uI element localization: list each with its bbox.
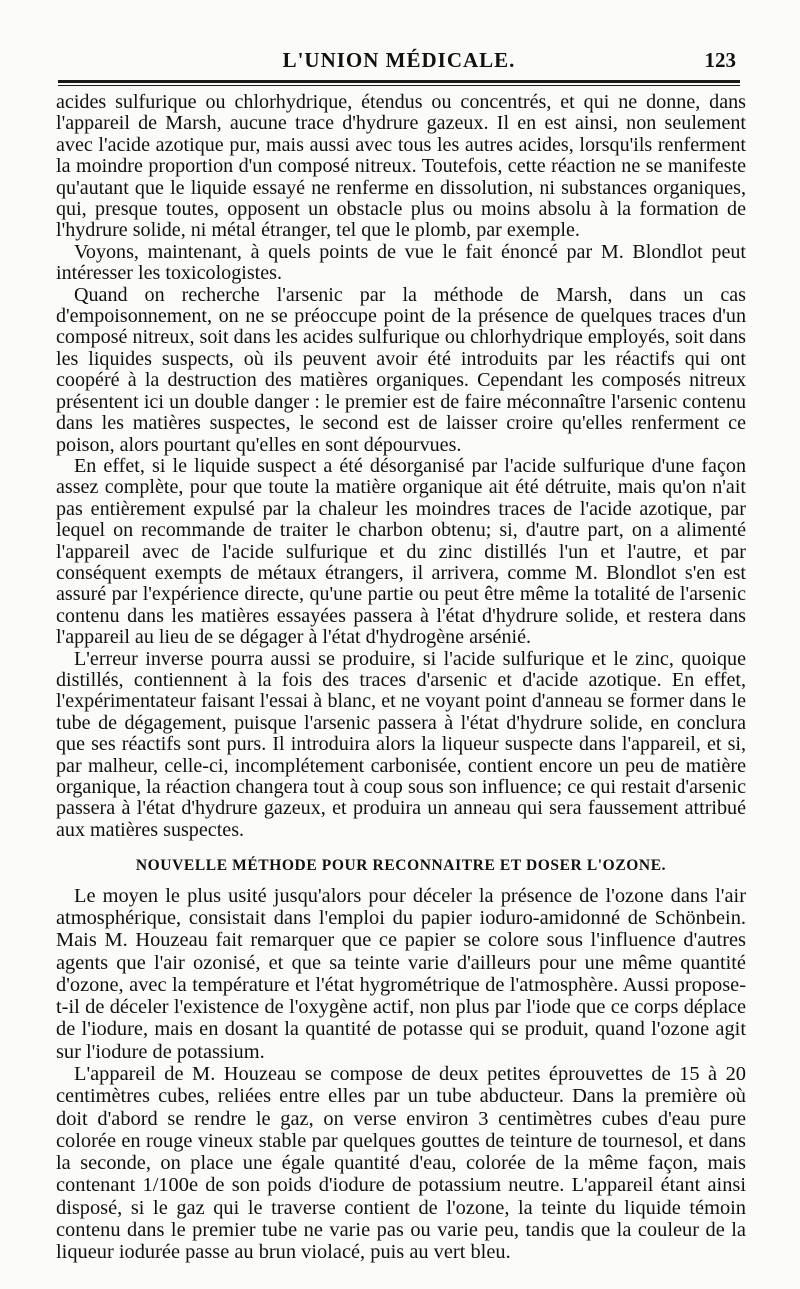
section-title: NOUVELLE MÉTHODE POUR RECONNAITRE ET DOSER L'OZONE. xyxy=(135,857,667,875)
header-rule-thin xyxy=(58,85,740,86)
running-title: L'UNION MÉDICALE. xyxy=(282,48,516,72)
paragraph: acides sulfurique ou chlorhydrique, étendus ou concentrés, et qui ne donne, dans l'appareil de Marsh, aucune trace d'hydrure gazeux. Il en est ainsi, non seulement avec l'acide azotique pur, mais aussi avec tous les autres acides, lorsqu'ils renferment la moindre proportion d'un composé nitreux. Toutefois, cette réaction ne se manifeste qu'autant que le liquide essayé ne renferme en dissolution, ni substances organiques, qui, presque toutes, opposent un obstacle plus ou moins absolu à la formation de l'hydrure solide, ni métal étranger, tel que le plomb, par exemple. xyxy=(56,91,746,242)
paragraph: Quand on recherche l'arsenic par la méthode de Marsh, dans un cas d'empoisonnement, on ne se préoccupe point de la présence de quelques traces d'un composé nitreux, soit dans les acides sulfurique ou chlorhydrique employés, soit dans les liquides suspects, où ils peuvent avoir été introduits par les réactifs qui ont coopéré à la destruction des matières organiques. Cependant les composés nitreux présentent ici un double danger : le premier est de faire méconnaître l'arsenic contenu dans les matières suspectes, le second est de laisser croire qu'elles renferment ce poison, alors pourtant qu'elles en sont dépourvues. xyxy=(56,283,746,456)
paragraph: En effet, si le liquide suspect a été désorganisé par l'acide sulfurique d'une façon assez complète, pour que toute la matière organique ait été détruite, mais qu'on n'ait pas entièrement expulsé par la chaleur les moindres traces de l'acide azotique, par lequel on recommande de traiter le charbon obtenu; si, d'autre part, on a alimenté l'appareil avec de l'acide sulfurique et du zinc distillés l'un et l'autre, et par conséquent exempts de métaux étrangers, il arrivera, comme M. Blondlot s'en est assuré par l'expérience directe, qu'une partie ou peut être même la totalité de l'arsenic contenu dans les matières essayées passera à l'état d'hydrure solide, et restera dans l'appareil au lieu de se dégager à l'état d'hydrogène arsénié. xyxy=(56,454,746,649)
article-body xyxy=(56,92,746,1264)
page-number: 123 xyxy=(704,48,736,72)
paragraph: L'appareil de M. Houzeau se compose de deux petites éprouvettes de 15 à 20 centimètres cubes, reliées entre elles par un tube abducteur. Dans la première où doit d'abord se rendre le gaz, on verse environ 3 centimètres cubes d'eau pure colorée en rouge vineux stable par quelques gouttes de teinture de tournesol, et dans la seconde, on place une égale quantité d'eau, colorée de la même façon, mais contenant 1/100e de son poids d'iodure de potassium neutre. L'appareil étant ainsi disposé, si le gaz qui le traverse contient de l'ozone, la teinte du liquide témoin contenu dans le premier tube ne varie pas ou varie peu, tandis que la couleur de la liqueur iodurée passe au brun violacé, puis au vert bleu. xyxy=(56,1063,746,1264)
paragraph: L'erreur inverse pourra aussi se produire, si l'acide sulfurique et le zinc, quoique distillés, contiennent à la fois des traces d'arsenic et d'acide azotique. En effet, l'expérimentateur faisant l'essai à blanc, et ne voyant point d'anneau se former dans le tube de dégagement, puisque l'arsenic passera à l'état d'hydrure solide, en conclura que ses réactifs sont purs. Il introduira alors la liqueur suspecte dans l'appareil, et si, par malheur, celle-ci, incomplétement carbonisée, contient encore un peu de matière organique, la réaction changera tout à coup sous son influence; ce qui restait d'arsenic passera à l'état d'hydrure gazeux, et produira un anneau qui sera faussement attribué aux matières suspectes. xyxy=(56,647,746,841)
paragraph: Voyons, maintenant, à quels points de vue le fait énoncé par M. Blondlot peut intéresser les toxicologistes. xyxy=(56,240,746,285)
paragraph: Le moyen le plus usité jusqu'alors pour déceler la présence de l'ozone dans l'air atmosphérique, consistait dans l'emploi du papier ioduro-amidonné de Schönbein. Mais M. Houzeau fait remarquer que ce papier se colore sous l'influence d'autres agents que l'air ozonisé, et que sa teinte varie d'ailleurs pour une même quantité d'ozone, avec la température et l'état hygrométrique de l'atmosphère. Aussi propose-t-il de déceler l'existence de l'oxygène actif, non plus par l'iode que ce corps déplace de l'iodure, mais en dosant la quantité de potasse qui se produit, quand l'ozone agit sur l'iodure de potassium. xyxy=(56,884,746,1063)
header-rule xyxy=(58,80,740,83)
page-header xyxy=(58,46,740,76)
